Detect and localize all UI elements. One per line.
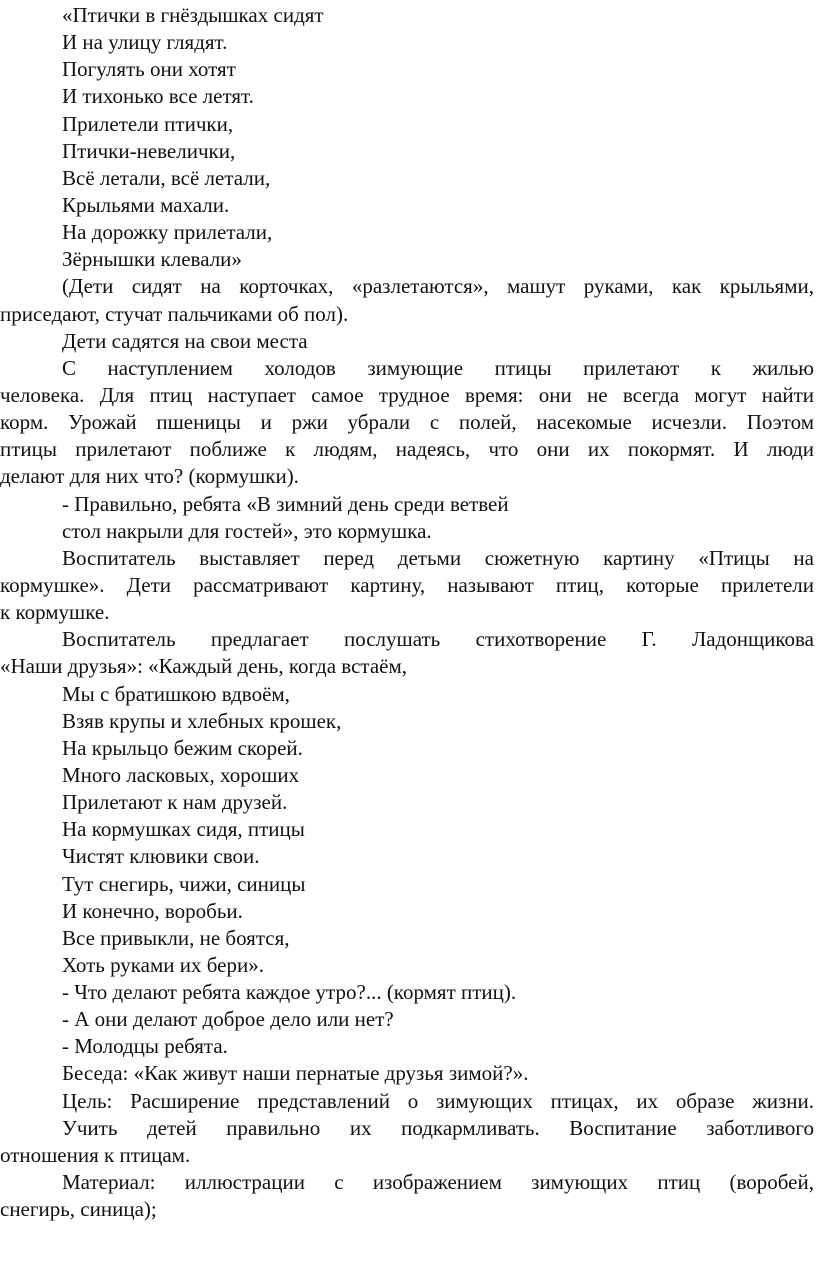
poem-line: Много ласковых, хороших xyxy=(62,762,300,787)
poem-line: На дорожку прилетали, xyxy=(62,220,273,245)
poem-line: И тихонько все летят. xyxy=(62,84,254,109)
poem-line: Крыльями махали. xyxy=(62,192,230,217)
paragraph-line: Беседа: «Как живут наши пернатые друзья зимой?». xyxy=(62,1061,529,1086)
poem-line: И конечно, воробьи. xyxy=(62,898,243,923)
poem-line: На кормушках сидя, птицы xyxy=(62,817,305,842)
poem-line: Мы с братишкою вдвоём, xyxy=(62,681,290,706)
paragraph-line: Материал: иллюстрации с изображением зимующих птиц (воробей, xyxy=(62,1170,814,1195)
poem-line: Чистят клювики свои. xyxy=(62,844,260,869)
poem-line: «Птички в гнёздышках сидят xyxy=(62,3,324,27)
dialogue-line: - Молодцы ребята. xyxy=(62,1034,228,1059)
paragraph-line: корм. Урожай пшеницы и ржи убрали с полей, насекомые исчезли. Поэтом xyxy=(0,410,814,435)
dialogue-line: - Что делают ребята каждое утро?... (кормят птиц). xyxy=(62,980,517,1005)
paragraph-line: - Правильно, ребята «В зимний день среди ветвей xyxy=(62,491,509,516)
paragraph-line: снегирь, синица); xyxy=(0,1197,157,1222)
paragraph-line: человека. Для птиц наступает самое трудное время: они не всегда могут найти xyxy=(0,382,814,407)
poem-line: Птички-невелички, xyxy=(62,138,236,163)
paragraph-line: Учить детей правильно их подкармливать. Воспитание заботливого xyxy=(62,1115,814,1140)
poem-line: На крыльцо бежим скорей. xyxy=(62,735,303,760)
paragraph-line: отношения к птицам. xyxy=(0,1142,191,1167)
paragraph-line: Воспитатель предлагает послушать стихотворение Г. Ладонщикова xyxy=(62,627,814,652)
paragraph-line: «Наши друзья»: «Каждый день, когда встаём, xyxy=(0,654,408,679)
paragraph-line: Дети садятся на свои места xyxy=(62,328,308,353)
paragraph-line: стол накрыли для гостей», это кормушка. xyxy=(62,518,432,543)
poem-line: Прилетели птички, xyxy=(62,111,234,136)
paragraph-line: кормушке». Дети рассматривают картину, называют птиц, которые прилетели xyxy=(0,572,814,597)
poem-line: Хоть руками их бери». xyxy=(62,952,264,977)
paragraph-line: делают для них что? (кормушки). xyxy=(0,464,299,489)
poem-line: И на улицу глядят. xyxy=(62,30,228,55)
paragraph-line: (Дети сидят на корточках, «разлетаются», машут руками, как крыльями, xyxy=(62,274,814,299)
paragraph-line: к кормушке. xyxy=(0,600,110,625)
poem-line: Всё летали, всё летали, xyxy=(62,165,271,190)
poem-line: Тут снегирь, чижи, синицы xyxy=(62,871,306,896)
poem-line: Погулять они хотят xyxy=(62,57,236,82)
paragraph-line: Цель: Расширение представлений о зимующих птицах, их образе жизни. xyxy=(62,1088,814,1113)
paragraph-line: приседают, стучат пальчиками об пол). xyxy=(0,301,349,326)
poem-line: Прилетают к нам друзей. xyxy=(62,790,288,815)
dialogue-line: - А они делают доброе дело или нет? xyxy=(62,1007,394,1032)
paragraph-line: Воспитатель выставляет перед детьми сюжетную картину «Птицы на xyxy=(62,545,814,570)
paragraph-line: птицы прилетают поближе к людям, надеясь, что они их покормят. И люди xyxy=(0,437,814,462)
poem-line: Зёрнышки клевали» xyxy=(62,247,242,272)
paragraph-line: С наступлением холодов зимующие птицы прилетают к жилью xyxy=(62,355,814,380)
poem-line: Все привыкли, не боятся, xyxy=(62,925,290,950)
poem-line: Взяв крупы и хлебных крошек, xyxy=(62,708,342,733)
